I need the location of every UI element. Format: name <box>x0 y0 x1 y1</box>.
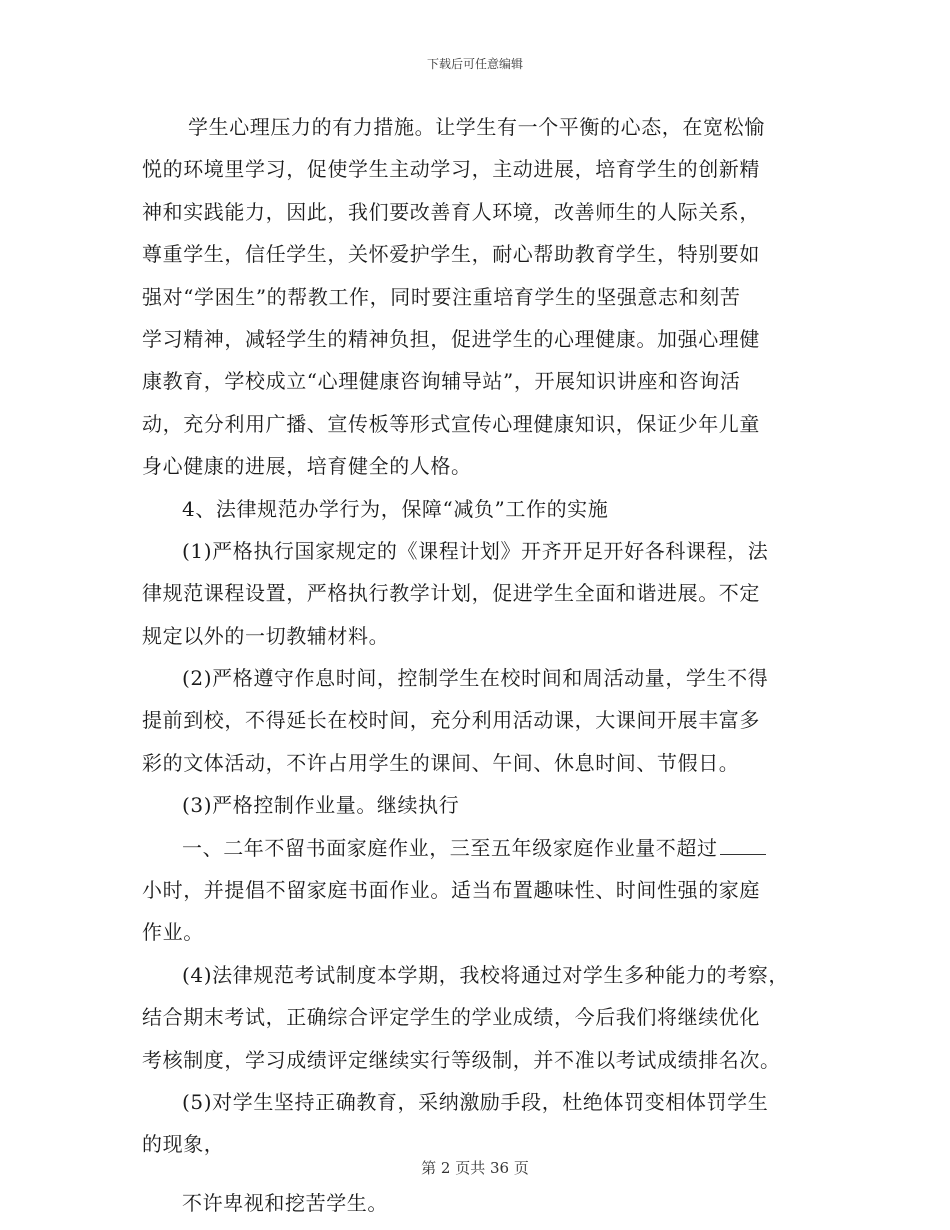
text-span: 一、二年不留书面家庭作业，三至五年级家庭作业量不超过 <box>182 835 718 860</box>
text-line: 强对“学困生”的帮教工作，同时要注重培育学生的坚强意志和刻苦 <box>142 284 741 309</box>
text-line: 规定以外的一切教辅材料。 <box>142 623 390 648</box>
text-line: (2)严格遵守作息时间，控制学生在校时间和周活动量，学生不得 <box>182 666 769 691</box>
text-line <box>142 827 814 869</box>
text-line: 神和实践能力，因此，我们要改善育人环境，改善师生的人际关系， <box>142 199 760 224</box>
blank-underline <box>720 834 766 855</box>
text-line: (4)法律规范考试制度本学期，我校将通过对学生多种能力的考察， <box>182 962 789 987</box>
text-line: 康教育，学校成立“心理健康咨询辅导站”，开展知识讲座和咨询活 <box>142 369 741 394</box>
text-line: 提前到校，不得延长在校时间，充分利用活动课，大课间开展丰富多 <box>142 708 760 733</box>
text-line: 的现象， <box>142 1132 225 1157</box>
text-line: 学习精神，减轻学生的精神负担，促进学生的心理健康。加强心理健 <box>142 326 760 351</box>
text-line: 结合期末考试，正确综合评定学生的学业成绩，今后我们将继续优化 <box>142 1005 760 1030</box>
text-line: 学生心理压力的有力措施。让学生有一个平衡的心态，在宽松愉 <box>188 115 765 139</box>
text-line: 身心健康的进展，培育健全的人格。 <box>142 454 472 479</box>
document-body <box>142 106 814 1224</box>
text-line: (1)严格执行国家规定的《课程计划》开齐开足开好各科课程，法 <box>182 538 769 563</box>
text-line: (5)对学生坚持正确教育，采纳激励手段，杜绝体罚变相体罚学生 <box>182 1089 769 1114</box>
page-header: 下载后可任意编辑 <box>426 57 523 71</box>
text-line: 不许卑视和挖苦学生。 <box>182 1190 388 1215</box>
text-line: 动，充分利用广播、宣传板等形式宣传心理健康知识，保证少年儿童 <box>142 411 760 436</box>
text-line: 考核制度，学习成绩评定继续实行等级制，并不准以考试成绩排名次。 <box>142 1047 781 1072</box>
section-heading: 4、法律规范办学行为，保障“减负”工作的实施 <box>182 496 609 521</box>
text-line: 律规范课程设置，严格执行教学计划，促进学生全面和谐进展。不定 <box>142 581 760 606</box>
text-line: 悦的环境里学习，促使学生主动学习，主动进展，培育学生的创新精 <box>142 157 760 182</box>
text-line: 尊重学生，信任学生，关怀爱护学生，耐心帮助教育学生，特别要如 <box>142 242 760 267</box>
text-line: 作业。 <box>142 920 204 945</box>
text-line: (3)严格控制作业量。继续执行 <box>182 793 460 818</box>
text-line: 彩的文体活动，不许占用学生的课间、午间、休息时间、节假日。 <box>142 750 740 775</box>
text-line: 小时，并提倡不留家庭书面作业。适当布置趣味性、时间性强的家庭 <box>142 878 760 903</box>
page-footer: 第 2 页共 36 页 <box>421 1159 529 1177</box>
